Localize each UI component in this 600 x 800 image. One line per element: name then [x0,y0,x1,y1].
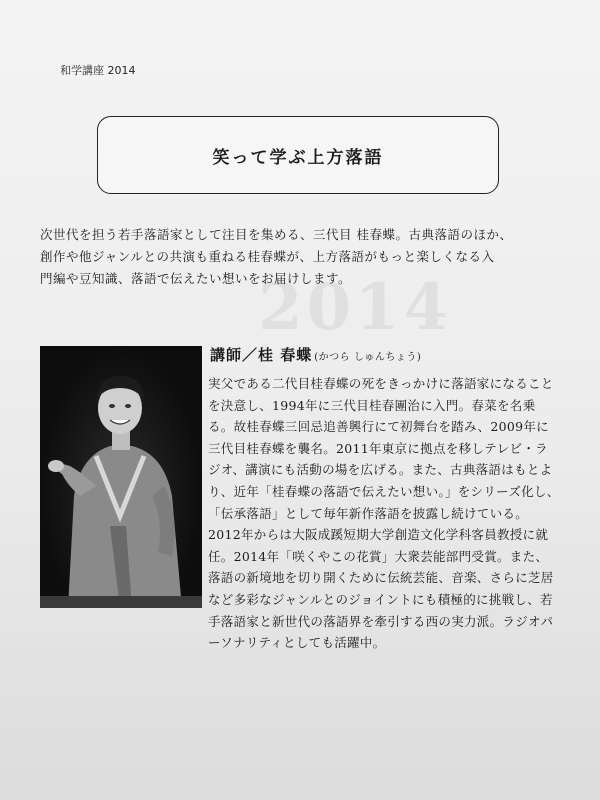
lecturer-heading [210,344,421,365]
performer-photo [40,346,202,608]
header-label: 和学講座 2014 [60,64,136,77]
intro-line: 門編や豆知識、落語で伝えたい想いをお届けします。 [40,271,352,286]
watermark: 2014 [258,270,453,345]
lecturer-reading: (かつら しゅんちょう) [314,352,422,363]
lecturer-name: 講師／桂 春蝶 [210,346,313,364]
lecturer-bio: 実父である二代目桂春蝶の死をきっかけに落語家になることを決意し、1994年に三代目桂春團治に入門。春菜を名乗る。故桂春蝶三回忌追善興行にて初舞台を踏み、2009年に三代目桂春蝶を襲名。2011年東京に拠点を移しテレビ・ラジオ、講演にも活動の場を広げる。また、古典落語はもとより、近年「桂春蝶の落語で伝えたい想い。」をシリーズ化し、「伝承落語」として毎年新作落語を披露し続けている。2012年からは大阪成蹊短期大学創造文化学科客員教授に就任。2014年「咲くやこの花賞」大衆芸能部門受賞。また、落語の新境地を切り開くために伝統芸能、音楽、さらに芝居など多彩なジャンルとのジョイントにも積極的に挑戦し、若手落語家と新世代の落語界を牽引する西の実力派。ラジオパーソナリティとしても活躍中。 [208,376,560,651]
intro-line: 創作や他ジャンルとの共演も重ねる桂春蝶が、上方落語がもっと楽しくなる入 [40,249,495,264]
intro-line: 次世代を担う若手落語家として注目を集める、三代目 桂春蝶。古典落語のほか、 [40,227,513,242]
performer-figure-icon [40,346,202,608]
title-box [97,116,499,194]
page-title: 笑って学ぶ上方落語 [212,147,384,168]
